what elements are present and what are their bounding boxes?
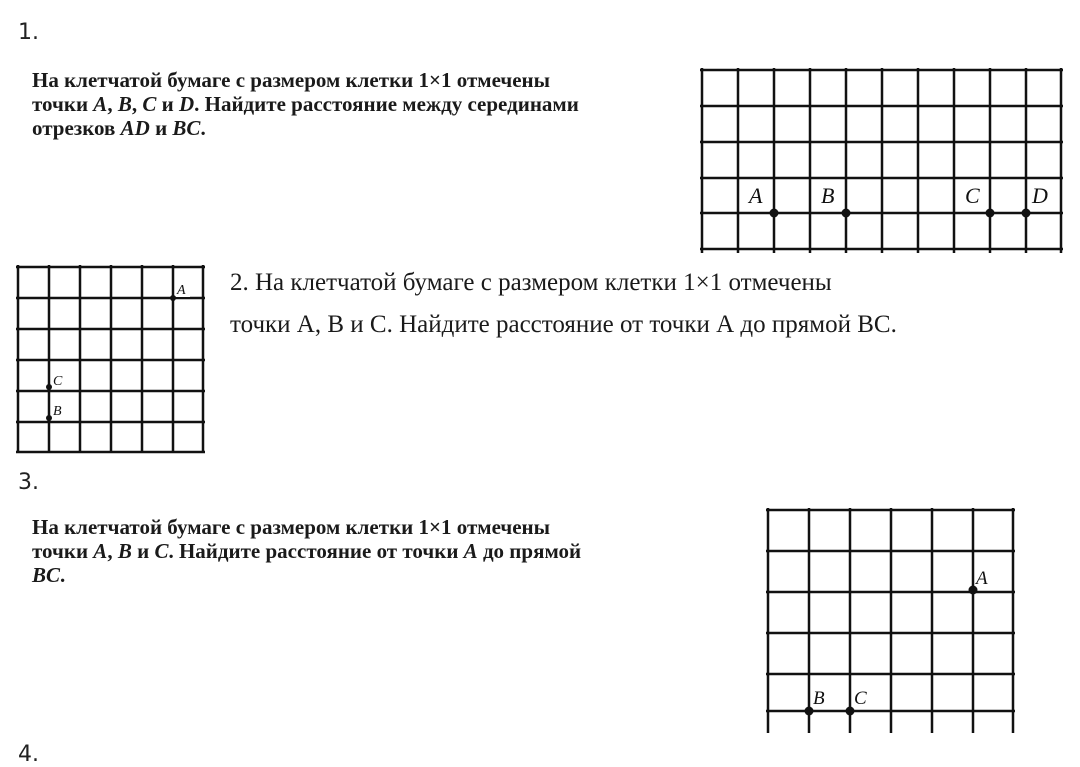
task-1-text — [32, 68, 680, 140]
task-1-line-1: На клетчатой бумаге с размером клетки 1×1 отмечены — [32, 68, 551, 92]
task-3-line-2: точки A, B и C. Найдите расстояние от точки A до прямой — [32, 539, 582, 563]
task-4-number: 4. — [18, 742, 39, 767]
task-3-number: 3. — [18, 470, 39, 495]
task-2-label-a: A — [177, 283, 186, 298]
task-1-line-2: точки A, B, C и D. Найдите расстояние между серединами — [32, 92, 579, 116]
task-3-label-c: C — [854, 688, 867, 709]
task-1-label-a: A — [749, 183, 763, 208]
task-3-text — [32, 515, 744, 587]
task-3-grid — [766, 508, 1016, 733]
task-3-line-1: На клетчатой бумаге с размером клетки 1×1 отмечены — [32, 515, 551, 539]
task-1-label-b: B — [821, 183, 835, 208]
task-3-grid-lines — [766, 508, 1015, 733]
task-1-label-c: C — [965, 183, 980, 208]
task-2-point-c — [46, 384, 52, 390]
task-3-line-3: BC. — [32, 563, 66, 587]
task-1-grid — [700, 68, 1065, 253]
task-1-label-d: D — [1032, 183, 1048, 208]
task-2-label-b: B — [53, 404, 62, 419]
task-1-grid-lines — [700, 68, 1063, 253]
task-1-number: 1. — [18, 20, 39, 45]
task-2-label-c: C — [53, 374, 63, 389]
task-1-point-c — [986, 209, 995, 218]
task-2-line-2: точки А, В и С. Найдите расстояние от точки А до прямой ВС. — [230, 311, 897, 338]
task-3-label-a: A — [976, 568, 988, 589]
task-1-line-3: отрезков AD и BC. — [32, 116, 206, 140]
task-2-grid — [16, 265, 206, 455]
task-2-point-b — [46, 415, 52, 421]
task-1-point-b — [842, 209, 851, 218]
task-2-line-1: 2. На клетчатой бумаге с размером клетки 1×1 отмечены — [230, 269, 832, 296]
task-1-point-a — [770, 209, 779, 218]
task-3-label-b: B — [813, 688, 825, 709]
task-2-point-a — [170, 295, 176, 301]
task-1-point-d — [1022, 209, 1031, 218]
task-2-text — [230, 262, 897, 346]
